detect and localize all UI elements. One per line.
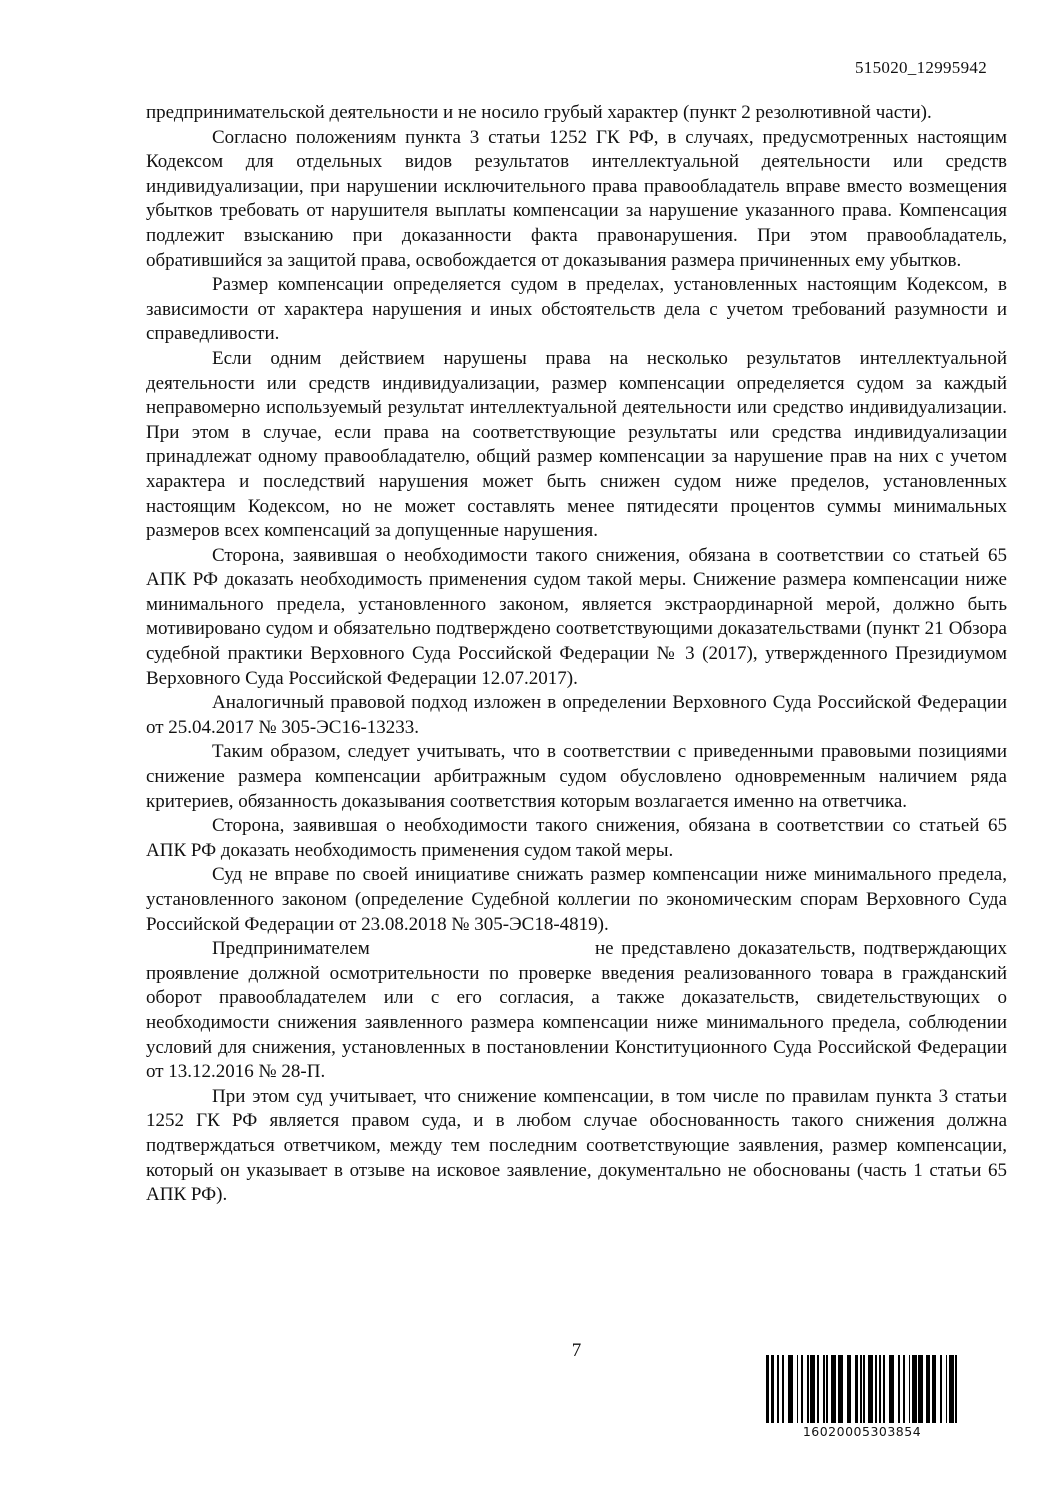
barcode-bars-image — [766, 1355, 958, 1423]
paragraph: Сторона, заявившая о необходимости такого снижения, обязана в соответствии со статьей 65 АПК РФ доказать необходимость применения судом такой меры. — [146, 815, 1007, 861]
paragraph: Предпринимателем не представлено доказательств, подтверждающих проявление должной осмотрительности по проверке введения реализованного товара в гражданский оборот правообладателем или с его согласия, а также доказательств, свидетельствующих о необходимости снижения заявленного размера компенсации ниже минимального предела, соблюдении условий для снижения, установленных в постановлении Конституционного Суда Российской Федерации от 13.12.2016 № 28-П. — [146, 938, 1007, 1083]
document-body — [146, 101, 1007, 1208]
page-number: 7 — [571, 1340, 582, 1361]
paragraph: Сторона, заявившая о необходимости такого снижения, обязана в соответствии со статьей 65 АПК РФ доказать необходимость применения судом такой меры. Снижение размера компенсации ниже минимального предела, установленного законом, является экстраординарной мерой, должно быть мотивировано судом и обязательно подтверждено соответствующими доказательствами (пункт 21 Обзора судебной практики Верховного Суда Российской Федерации № 3 (2017), утвержденного Президиумом Верховного Суда Российской Федерации 12.07.2017). — [146, 544, 1007, 689]
paragraph: Таким образом, следует учитывать, что в соответствии с приведенными правовыми позициями снижение размера компенсации арбитражным судом обусловлено одновременным наличием ряда критериев, обязанность доказывания соответствия которым возлагается именно на ответчика. — [146, 741, 1007, 812]
paragraph: Согласно положениям пункта 3 статьи 1252 ГК РФ, в случаях, предусмотренных настоящим Кодексом для отдельных видов результатов интеллектуальной деятельности или средств индивидуализации, при нарушении исключительного права правообладатель вправе вместо возмещения убытков требовать от нарушителя выплаты компенсации за нарушение указанного права. Компенсация подлежит взысканию при доказанности факта правонарушения. При этом правообладатель, обратившийся за защитой права, освобождается от доказывания размера причиненных ему убытков. — [146, 126, 1007, 271]
document-id: 515020_12995942 — [855, 58, 987, 77]
barcode — [766, 1355, 958, 1439]
barcode-number: 16020005303854 — [802, 1424, 922, 1439]
paragraph: Размер компенсации определяется судом в пределах, установленных настоящим Кодексом, в зависимости от характера нарушения и иных обстоятельств дела с учетом требований разумности и справедливости. — [146, 274, 1007, 345]
paragraph: Суд не вправе по своей инициативе снижать размер компенсации ниже минимального предела, установленного законом (определение Судебной коллегии по экономическим спорам Верховного Суда Российской Федерации от 23.08.2018 № 305-ЭС18-4819). — [146, 864, 1007, 935]
paragraph: Если одним действием нарушены права на несколько результатов интеллектуальной деятельности или средств индивидуализации, размер компенсации определяется судом за каждый неправомерно используемый результат интеллектуальной деятельности или средство индивидуализации. При этом в случае, если права на соответствующие результаты или средства индивидуализации принадлежат одному правообладателю, общий размер компенсации за нарушение прав на них с учетом характера и последствий нарушения может быть снижен судом ниже пределов, установленных настоящим Кодексом, но не может составлять менее пятидесяти процентов суммы минимальных размеров всех компенсаций за допущенные нарушения. — [146, 347, 1007, 542]
paragraph: При этом суд учитывает, что снижение компенсации, в том числе по правилам пункта 3 статьи 1252 ГК РФ является правом суда, и в любом случае обоснованность такого снижения должна подтверждаться ответчиком, между тем последним соответствующие заявления, размер компенсации, который он указывает в отзыве на исковое заявление, документально не обоснованы (часть 1 статьи 65 АПК РФ). — [146, 1085, 1007, 1206]
paragraph: Аналогичный правовой подход изложен в определении Верховного Суда Российской Федерации от 25.04.2017 № 305-ЭС16-13233. — [146, 692, 1007, 738]
paragraph: предпринимательской деятельности и не носило грубый характер (пункт 2 резолютивной части). — [146, 102, 932, 123]
